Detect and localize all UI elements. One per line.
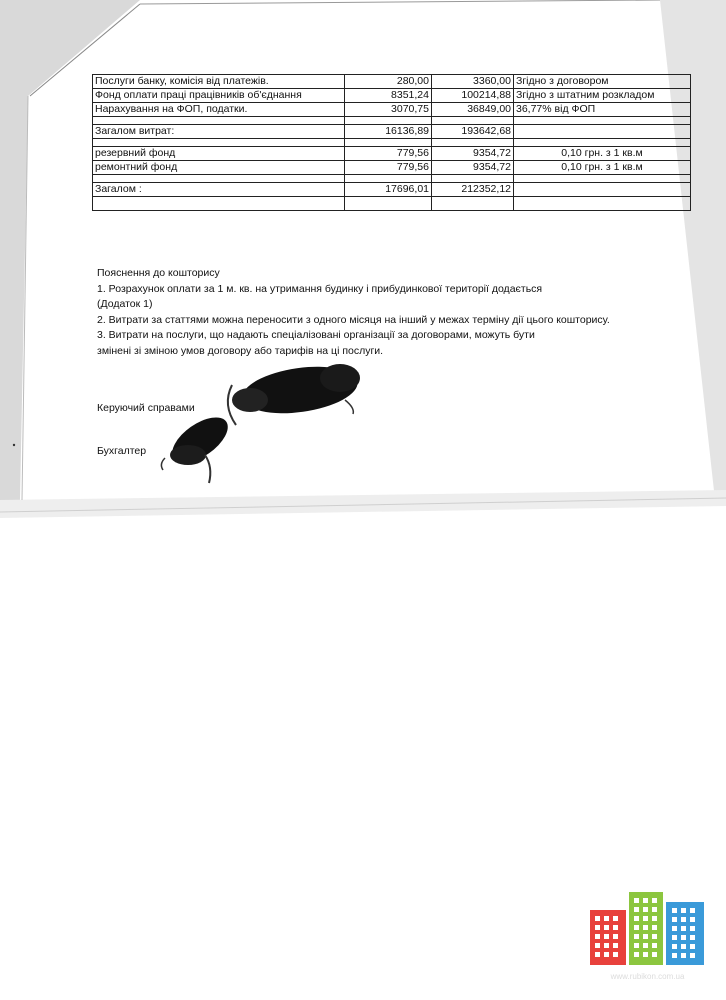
notes-heading: Пояснення до кошторису	[97, 267, 220, 279]
notes-line: змінені зі зміною умов договору або тарифів на ці послуги.	[97, 344, 384, 357]
accountant-label: Бухгалтер	[97, 445, 147, 457]
notes-line: 1. Розрахунок оплати за 1 м. кв. на утримання будинку і прибудинкової території додається	[97, 282, 543, 295]
cell-monthly: 16136,89	[345, 125, 432, 139]
cell-monthly: 779,56	[345, 147, 432, 161]
cell-monthly: 8351,24	[345, 89, 432, 103]
watermark-caption: www.rubikon.com.ua	[610, 972, 685, 981]
notes-line: 2. Витрати за статтями можна переносити з одного місяця на інший у межах терміну дії цього кошторису.	[97, 313, 610, 326]
cell-yearly: 36849,00	[432, 103, 514, 117]
cell-item: Загалом :	[93, 183, 345, 197]
cell-item: ремонтний фонд	[93, 161, 345, 175]
cell-note: 0,10 грн. з 1 кв.м	[514, 147, 691, 161]
cell-yearly: 100214,88	[432, 89, 514, 103]
cell-yearly: 9354,72	[432, 161, 514, 175]
manager-label: Керуючий справами	[97, 402, 195, 414]
cell-note: Згідно з штатним розкладом	[514, 89, 691, 103]
cell-item: резервний фонд	[93, 147, 345, 161]
manager-signature-redaction	[228, 360, 361, 425]
rubikon-logo	[590, 890, 705, 965]
cell-note: 0,10 грн. з 1 кв.м	[514, 161, 691, 175]
cell-monthly: 779,56	[345, 161, 432, 175]
cell-yearly: 212352,12	[432, 183, 514, 197]
cell-item: Послуги банку, комісія від платежів.	[93, 75, 345, 89]
cell-monthly: 280,00	[345, 75, 432, 89]
notes-line: 3. Витрати на послуги, що надають спеціалізовані організації за договорами, можуть бути	[97, 329, 535, 341]
cell-item: Фонд оплати праці працівників об'єднання	[93, 89, 345, 103]
cell-note: 36,77% від ФОП	[514, 103, 691, 117]
cell-monthly: 17696,01	[345, 183, 432, 197]
cell-item: Нарахування на ФОП, податки.	[93, 103, 345, 117]
cell-yearly: 3360,00	[432, 75, 514, 89]
accountant-signature-redaction	[161, 409, 235, 483]
cell-monthly: 3070,75	[345, 103, 432, 117]
cell-note: Згідно з договором	[514, 75, 691, 89]
cell-yearly: 9354,72	[432, 147, 514, 161]
cell-item: Загалом витрат:	[93, 125, 345, 139]
cell-yearly: 193642,68	[432, 125, 514, 139]
notes-line: (Додаток 1)	[97, 298, 153, 310]
